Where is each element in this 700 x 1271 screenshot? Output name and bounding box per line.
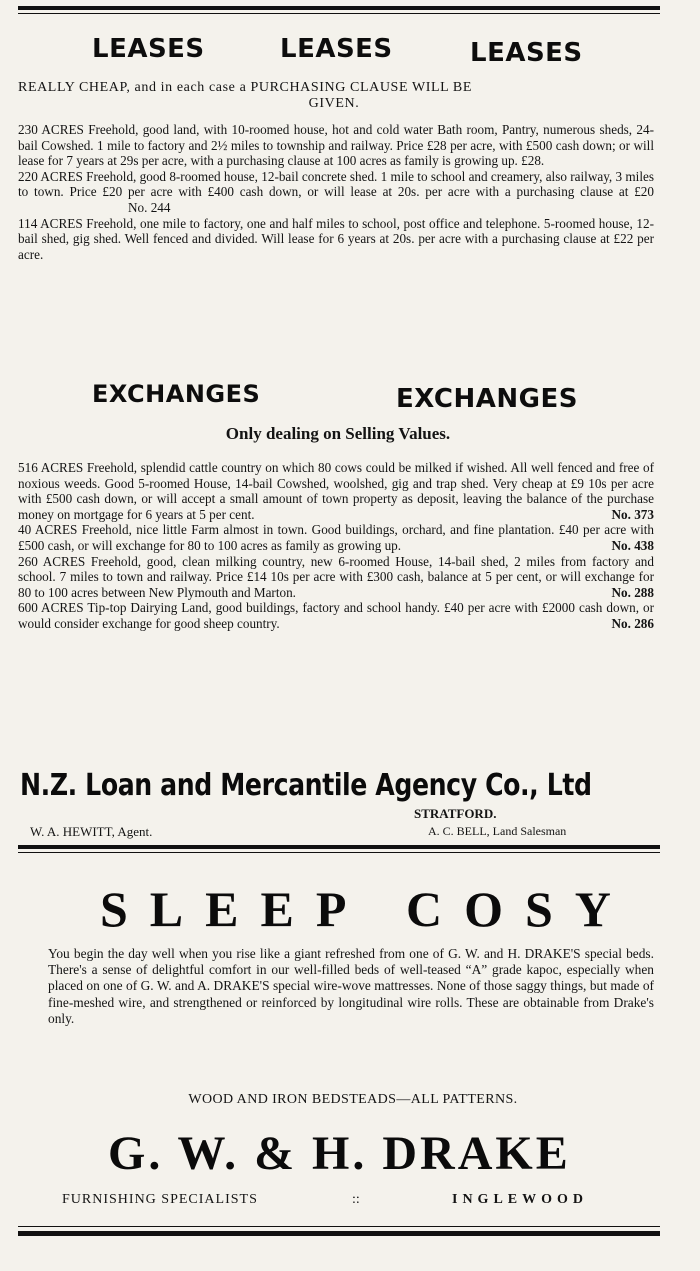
leases-heading-1: LEASES bbox=[92, 34, 205, 64]
top-rule-thin bbox=[18, 13, 660, 14]
tagline-separator: :: bbox=[352, 1192, 360, 1207]
exchange-listings bbox=[18, 460, 654, 632]
leases-intro-line-2: GIVEN. bbox=[308, 96, 360, 111]
lease-listings bbox=[18, 122, 654, 262]
listing-ref: No. 244 bbox=[128, 199, 171, 215]
headline-right: COSY bbox=[406, 881, 633, 937]
leases-intro-line-1: REALLY CHEAP, and in each case a PURCHASING CLAUSE WILL BE bbox=[18, 80, 472, 95]
exchange-listing: 516 ACRES Freehold, splendid cattle country on which 80 cows could be milked if wished. All well fenced and free of noxious weeds. Good 5-roomed House, 14-bail Cowshed, woolshed, gig and trap shed. Very cheap at £9 10s per acre with £500 cash down, or will accept a small amount of town property as deposit, leaving the balance of the purchase money on mortgage for 6 years at 5 per cent. No. 373 bbox=[18, 460, 654, 522]
middle-rule-thick bbox=[18, 845, 660, 849]
lease-listing: 220 ACRES Freehold, good 8-roomed house, 12-bail concrete shed. 1 mile to school and creamery, also railway, 3 miles to town. Price £20 per acre with £400 cash down, or will lease at 20s. per acre with a purchasing clause at £20 No. 244 bbox=[18, 168, 654, 215]
listing-ref: No. 288 bbox=[611, 584, 654, 600]
bottom-ad-body: You begin the day well when you rise like a giant refreshed from one of G. W. and H. DRAKE'S special beds. There's a sense of delightful comfort in our well-filled beds of well-teased “A” grade kapoc, especially when placed on one of G. W. and A. DRAKE'S special wire-wove mattresses. None of those saggy things, but made of fine-meshed wire, and strengthened or reinforced by longitudinal wire rolls. These are obtainable from Drake's only. bbox=[48, 946, 654, 1026]
tagline-right: INGLEWOOD bbox=[452, 1192, 589, 1207]
leases-heading-2: LEASES bbox=[280, 34, 393, 64]
lease-listing: 114 ACRES Freehold, one mile to factory, one and half miles to school, post office and telephone. 5-roomed house, 12-bail shed, gig shed. Well fenced and divided. Will lease for 6 years at 20s. per acre with a purchasing clause at £22 per acre. bbox=[18, 215, 654, 262]
headline-left: SLEEP bbox=[100, 881, 369, 937]
exchange-listing: 260 ACRES Freehold, good, clean milking country, new 6-roomed House, 14-bail shed, 2 miles from factory and school. 7 miles to town and railway. Price £14 10s per acre with £300 cash, balance at 5 per cent, or will exchange for 80 to 100 acres between New Plymouth and Marton. No. 288 bbox=[18, 553, 654, 600]
firm-name: G. W. & H. DRAKE bbox=[108, 1127, 571, 1180]
exchanges-heading-2: EXCHANGES bbox=[396, 384, 578, 414]
listing-ref: No. 286 bbox=[611, 615, 654, 631]
top-rule-thick bbox=[18, 6, 660, 10]
listing-ref: No. 438 bbox=[611, 537, 654, 553]
middle-rule-thin bbox=[18, 852, 660, 853]
exchanges-subtitle: Only dealing on Selling Values. bbox=[225, 424, 451, 443]
bedsteads-line: WOOD AND IRON BEDSTEADS—ALL PATTERNS. bbox=[188, 1092, 518, 1107]
bottom-rule-thin bbox=[18, 1226, 660, 1227]
exchange-listing: 40 ACRES Freehold, nice little Farm almost in town. Good buildings, orchard, and fine plantation. £40 per acre with £500 cash, or will exchange for 80 to 100 acres as family as growing up. No. 438 bbox=[18, 522, 654, 553]
leases-heading-3: LEASES bbox=[470, 38, 583, 68]
bottom-rule-thick bbox=[18, 1231, 660, 1236]
agency-name: N.Z. Loan and Mercantile Agency Co., Ltd bbox=[20, 768, 592, 803]
agency-town: STRATFORD. bbox=[414, 806, 497, 821]
listing-ref: No. 373 bbox=[611, 506, 654, 522]
lease-listing: 230 ACRES Freehold, good land, with 10-roomed house, hot and cold water Bath room, Pantry, numerous sheds, 24-bail Cowshed. 1 mile to factory and 2½ miles to township and railway. Price £28 per acre, with £500 cash down; or will lease for 7 years at 29s per acre, with a purchasing clause at 100 acres as family is growing up. £28. bbox=[18, 122, 654, 169]
agent-left: W. A. HEWITT, Agent. bbox=[30, 824, 153, 839]
exchange-listing: 600 ACRES Tip-top Dairying Land, good buildings, factory and school handy. £40 per acre with £2000 cash down, or would consider exchange for good sheep country. No. 286 bbox=[18, 600, 654, 631]
tagline-left: FURNISHING SPECIALISTS bbox=[62, 1192, 258, 1207]
agent-right: A. C. BELL, Land Salesman bbox=[428, 824, 567, 838]
exchanges-heading-1: EXCHANGES bbox=[92, 380, 261, 408]
